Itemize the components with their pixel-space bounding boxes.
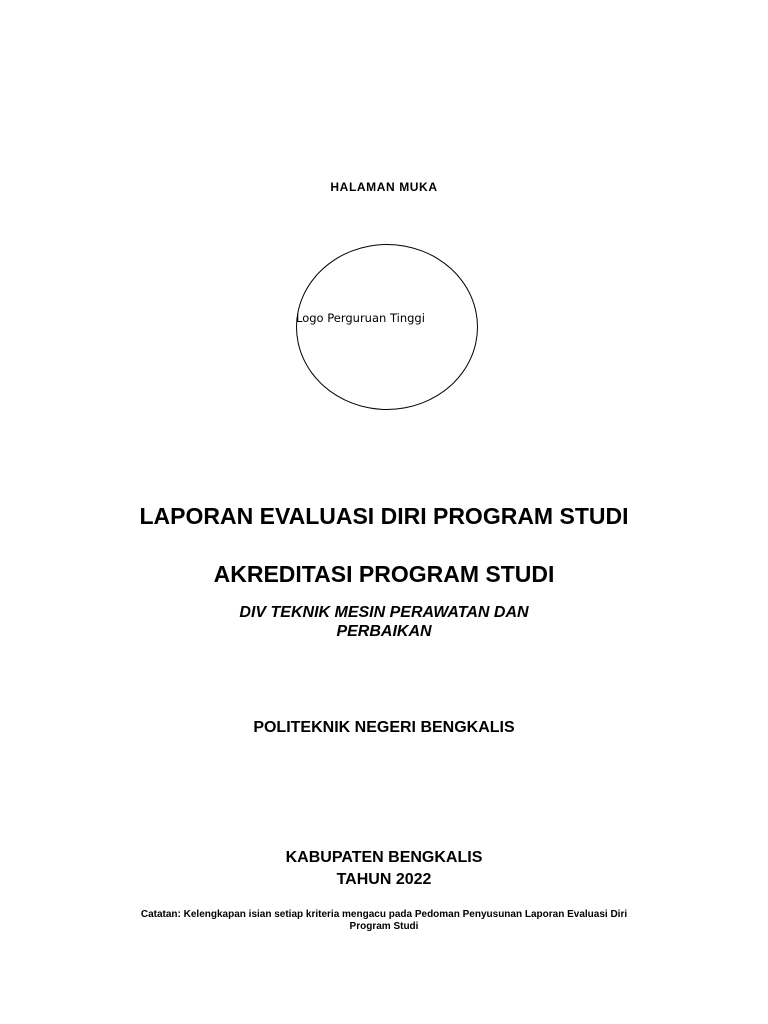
footnote-line-2: Program Studi — [349, 921, 419, 932]
accreditation-title: AKREDITASI PROGRAM STUDI — [213, 561, 555, 587]
footnote — [0, 909, 768, 933]
footnote-line-1: Catatan: Kelengkapan isian setiap kriteria mengacu pada Pedoman Penyusunan Laporan Evaluasi Diri — [140, 909, 628, 920]
year: TAHUN 2022 — [336, 871, 432, 888]
program-name-line-1: DIV TEKNIK MESIN PERAWATAN DAN — [239, 604, 529, 621]
logo-placeholder-label: Logo Perguruan Tinggi — [296, 311, 425, 325]
location: KABUPATEN BENGKALIS — [285, 849, 483, 866]
logo-placeholder-circle — [296, 244, 478, 410]
document-title: LAPORAN EVALUASI DIRI PROGRAM STUDI — [139, 503, 629, 529]
institution-name: POLITEKNIK NEGERI BENGKALIS — [253, 719, 515, 736]
program-name — [0, 603, 768, 641]
page-header: HALAMAN MUKA — [330, 180, 438, 194]
program-name-line-2: PERBAIKAN — [336, 623, 432, 640]
